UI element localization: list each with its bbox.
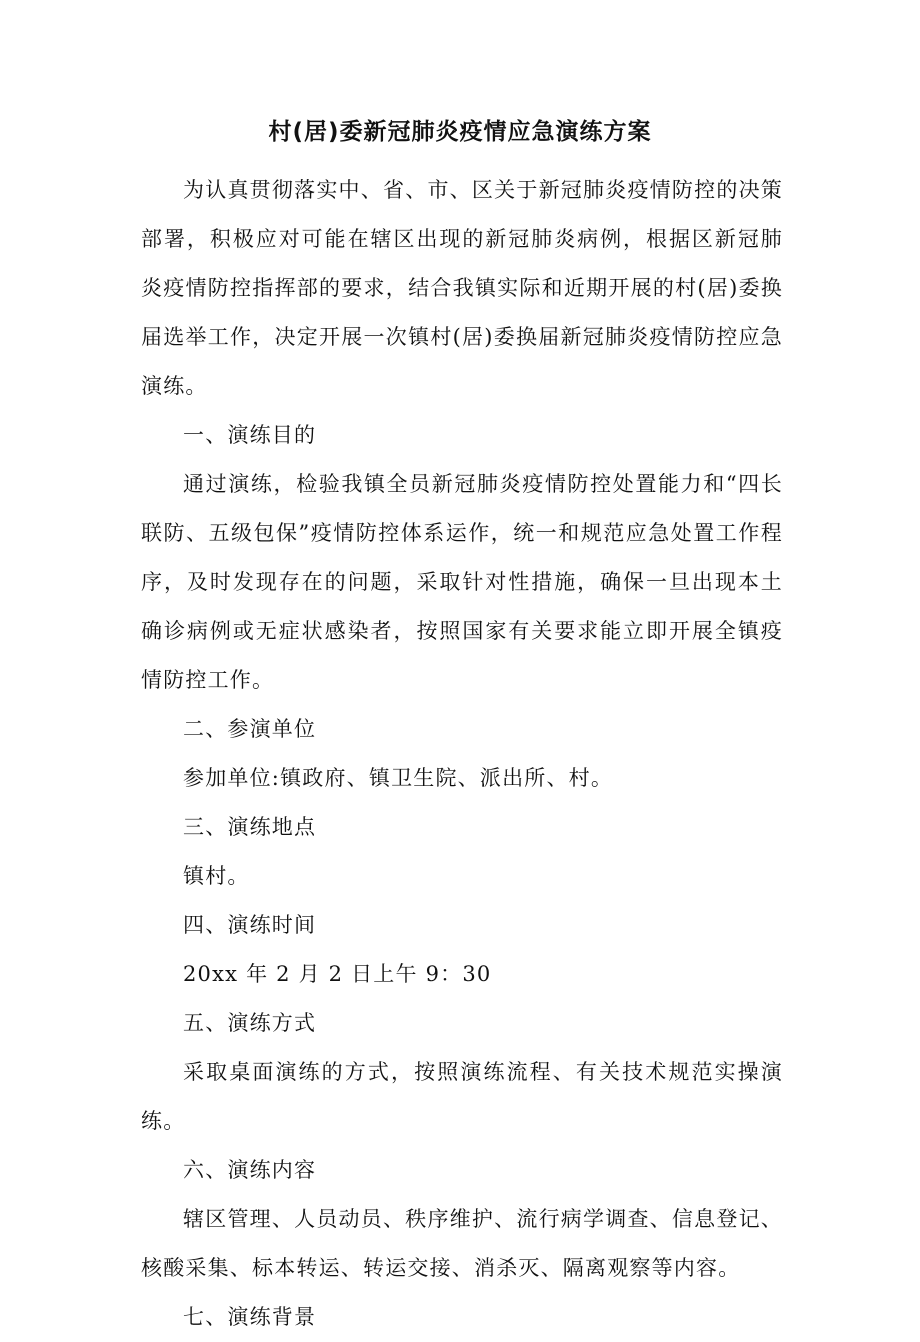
section-body-method: 采取桌面演练的方式，按照演练流程、有关技术规范实操演练。 bbox=[141, 1060, 783, 1133]
section-heading-location: 三、演练地点 bbox=[183, 815, 317, 839]
section-heading-participants: 二、参演单位 bbox=[183, 717, 317, 741]
intro-paragraph: 为认真贯彻落实中、省、市、区关于新冠肺炎疫情防控的决策部署，积极应对可能在辖区出现的新冠肺炎病例，根据区新冠肺炎疫情防控指挥部的要求，结合我镇实际和近期开展的村(居)委换届选举工作，决定开展一次镇村(居)委换届新冠肺炎疫情防控应急演练。 bbox=[141, 178, 783, 398]
document-body bbox=[141, 166, 783, 1342]
section-body-time: 20xx 年 2 月 2 日上午 9：30 bbox=[183, 962, 492, 986]
section-heading-method: 五、演练方式 bbox=[183, 1011, 317, 1035]
section-body-participants: 参加单位:镇政府、镇卫生院、派出所、村。 bbox=[183, 766, 614, 790]
section-heading-content: 六、演练内容 bbox=[183, 1158, 317, 1182]
document-title: 村(居)委新冠肺炎疫情应急演练方案 bbox=[268, 119, 652, 145]
section-heading-purpose: 一、演练目的 bbox=[183, 423, 317, 447]
section-body-location: 镇村。 bbox=[183, 864, 250, 888]
section-body-purpose: 通过演练，检验我镇全员新冠肺炎疫情防控处置能力和“四长联防、五级包保”疫情防控体系运作，统一和规范应急处置工作程序，及时发现存在的问题，采取针对性措施，确保一旦出现本土确诊病例或无症状感染者，按照国家有关要求能立即开展全镇疫情防控工作。 bbox=[141, 472, 783, 692]
section-body-content: 辖区管理、人员动员、秩序维护、流行病学调查、信息登记、核酸采集、标本转运、转运交接、消杀灭、隔离观察等内容。 bbox=[141, 1207, 783, 1280]
section-heading-time: 四、演练时间 bbox=[183, 913, 317, 937]
section-heading-background: 七、演练背景 bbox=[183, 1305, 317, 1329]
